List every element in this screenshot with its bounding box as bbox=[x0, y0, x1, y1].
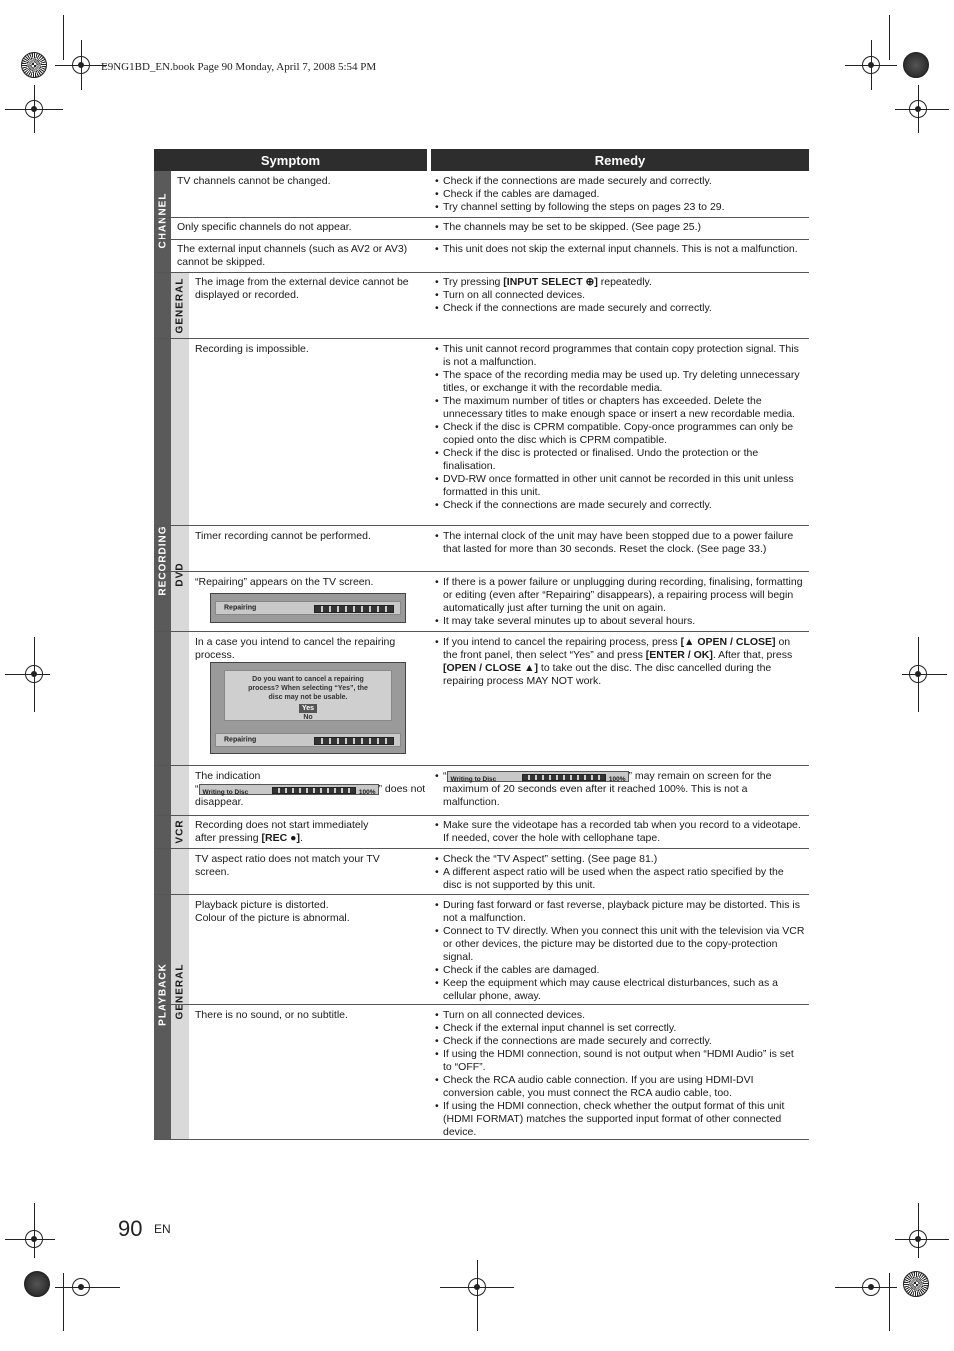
remedy-item: • Check the RCA audio cable connection. If you are using HDMI-DVI conversion cable, you must connect the RCA audio cable, too. bbox=[433, 1074, 805, 1100]
symptom-line bbox=[195, 783, 427, 809]
open-close-key: [▲ OPEN / CLOSE] bbox=[680, 636, 776, 648]
remedy-text: on the front panel, then select “Yes” and press bbox=[443, 636, 791, 661]
symptom-text-part: Recording does not start immediately after pressing bbox=[195, 819, 369, 844]
remedy-item: • A different aspect ratio will be used when the aspect ratio specified by the disc is not supported by this unit. bbox=[433, 866, 805, 892]
table-row bbox=[154, 895, 809, 1005]
remedy-list bbox=[433, 819, 805, 845]
crop-line bbox=[871, 40, 872, 90]
remedy-item: • Check if the disc is CPRM compatible. Copy-once programmes can only be copied onto the disc which is CPRM compatible. bbox=[433, 421, 805, 447]
symptom-text: The external input channels (such as AV2 or AV3) cannot be skipped. bbox=[177, 243, 408, 268]
remedy-item: • Check if the connections are made securely and correctly. bbox=[433, 175, 805, 188]
remedy-list bbox=[433, 276, 805, 315]
symptom-text bbox=[195, 770, 427, 809]
symptom-text: “Repairing” appears on the TV screen. bbox=[195, 576, 374, 588]
remedy-list bbox=[433, 530, 805, 556]
dialog-options bbox=[225, 704, 391, 713]
remedy-item: • Check if the connections are made securely and correctly. bbox=[433, 499, 805, 512]
remedy-item: • DVD-RW once formatted in other unit cannot be recorded in this unit unless formatted in this unit. bbox=[433, 473, 805, 499]
dialog-yes-option[interactable]: Yes bbox=[299, 704, 317, 713]
table-row bbox=[154, 240, 809, 273]
book-header: E9NG1BD_EN.book Page 90 Monday, April 7, 2008 5:54 PM bbox=[101, 61, 377, 73]
progress-bar bbox=[522, 774, 606, 781]
symptom-text: The image from the external device cannot be displayed or recorded. bbox=[195, 276, 409, 301]
remedy-item: • The maximum number of titles or chapters has exceeded. Delete the unnecessary titles to make enough space or insert a new recordable media. bbox=[433, 395, 805, 421]
table-row bbox=[154, 273, 809, 339]
quote-mark: “ bbox=[195, 783, 199, 795]
remedy-item bbox=[433, 636, 805, 688]
remedy-item: • This unit does not skip the external input channels. This is not a malfunction. bbox=[433, 243, 805, 256]
symptom-text-part: . bbox=[299, 832, 303, 844]
subcategory-pb-general-label: GENERAL bbox=[174, 963, 186, 1020]
table-row bbox=[154, 339, 809, 526]
crop-line bbox=[34, 1203, 35, 1258]
table-row bbox=[154, 171, 809, 218]
remedy-item: • Turn on all connected devices. bbox=[433, 289, 805, 302]
symptom-text-tail: ” does not disappear. bbox=[195, 783, 426, 808]
remedy-list bbox=[433, 770, 805, 809]
page-language: EN bbox=[154, 1222, 171, 1236]
registration-sun-mark bbox=[903, 1271, 929, 1297]
osd-label: Writing to Disc bbox=[450, 775, 497, 783]
symptom-line: Playback picture is distorted. bbox=[195, 899, 329, 911]
registration-sun-mark bbox=[903, 52, 929, 78]
table-row bbox=[154, 632, 809, 766]
osd-label: Repairing bbox=[224, 736, 257, 744]
remedy-list bbox=[433, 899, 805, 1003]
remedy-item bbox=[433, 770, 805, 809]
remedy-item: • Check if the disc is protected or finalised. Undo the protection or the finalisation. bbox=[433, 447, 805, 473]
progress-bar bbox=[272, 787, 356, 794]
cancel-repair-osd-screen bbox=[210, 662, 406, 754]
cancel-repair-dialog bbox=[224, 670, 392, 721]
remedy-list bbox=[433, 1009, 805, 1139]
crop-line bbox=[889, 1273, 890, 1331]
remedy-list bbox=[433, 343, 805, 512]
remedy-item: • The space of the recording media may be used up. Try deleting unnecessary titles, or exchange it with the recordable media. bbox=[433, 369, 805, 395]
remedy-item: • Check the “TV Aspect” setting. (See page 81.) bbox=[433, 853, 805, 866]
remedy-text: If you intend to cancel the repairing process, press bbox=[443, 636, 681, 648]
rec-key: [REC ●] bbox=[261, 832, 300, 844]
input-select-key: [INPUT SELECT ⊕] bbox=[503, 276, 598, 288]
symptom-text: Recording is impossible. bbox=[195, 343, 309, 355]
remedy-item: • If using the HDMI connection, sound is not output when “HDMI Audio” is set to “OFF”. bbox=[433, 1048, 805, 1074]
table-row bbox=[154, 849, 809, 895]
remedy-item bbox=[433, 276, 805, 289]
category-playback-label: PLAYBACK bbox=[157, 963, 168, 1026]
writing-to-disc-osd bbox=[447, 771, 629, 782]
crop-line bbox=[889, 15, 890, 60]
remedy-item: • Check if the external input channel is set correctly. bbox=[433, 1022, 805, 1035]
remedy-item: • Connect to TV directly. When you connect this unit with the television via VCR or other devices, the picture may be distorted due to the copy-protection signal. bbox=[433, 925, 805, 964]
progress-bar bbox=[314, 605, 394, 613]
crop-line bbox=[5, 1239, 55, 1240]
table-row bbox=[154, 572, 809, 632]
symptom-text: In a case you intend to cancel the repairing process. bbox=[195, 636, 396, 661]
remedy-text: repeatedly. bbox=[597, 276, 652, 288]
table-row bbox=[154, 218, 809, 240]
remedy-item: • Check if the connections are made securely and correctly. bbox=[433, 1035, 805, 1048]
remedy-item: • If there is a power failure or unplugging during recording, finalising, formatting or editing (even after “Repairing” disappears), a repairing process will begin automatically just after turning the unit on again. bbox=[433, 576, 805, 615]
remedy-item: • Make sure the videotape has a recorded tab when you record to a videotape. If needed, cover the hole with cellophane tape. bbox=[433, 819, 805, 845]
symptom-text: TV aspect ratio does not match your TV screen. bbox=[195, 853, 380, 878]
writing-to-disc-osd bbox=[199, 784, 379, 795]
remedy-list bbox=[433, 853, 805, 892]
remedy-text: to take out the disc. The disc cancelled during the repairing process MAY NOT work. bbox=[443, 662, 772, 687]
crop-line bbox=[5, 674, 50, 675]
osd-label: Repairing bbox=[224, 604, 257, 612]
remedy-item: • Keep the equipment which may cause electrical disturbances, such as a cellular phone, away. bbox=[433, 977, 805, 1003]
open-close-key: [OPEN / CLOSE ▲] bbox=[443, 662, 538, 674]
progress-bar bbox=[314, 737, 394, 745]
symptom-text: TV channels cannot be changed. bbox=[177, 175, 331, 187]
crop-line bbox=[34, 85, 35, 133]
symptom-header: Symptom bbox=[154, 149, 427, 171]
osd-percent: 100% bbox=[608, 775, 626, 783]
osd-percent: 100% bbox=[358, 788, 376, 796]
crop-line bbox=[63, 15, 64, 60]
table-row bbox=[154, 1005, 809, 1140]
repairing-osd-bar bbox=[215, 733, 401, 747]
remedy-list bbox=[433, 221, 805, 234]
crop-line bbox=[918, 1203, 919, 1258]
remedy-list bbox=[433, 636, 805, 688]
table-row bbox=[154, 526, 809, 572]
table-row bbox=[154, 766, 809, 816]
symptom-text bbox=[195, 819, 375, 845]
remedy-item: • During fast forward or fast reverse, playback picture may be distorted. This is not a malfunction. bbox=[433, 899, 805, 925]
subcategory-vcr-label: VCR bbox=[174, 819, 186, 844]
crop-line bbox=[55, 1287, 120, 1288]
crop-line bbox=[895, 109, 949, 110]
dialog-message: Do you want to cancel a repairing process? When selecting “Yes”, the disc may not be usable. bbox=[248, 676, 368, 701]
registration-sun-mark bbox=[21, 52, 47, 78]
registration-sun-mark bbox=[24, 1271, 50, 1297]
remedy-list bbox=[433, 243, 805, 256]
crop-line bbox=[477, 1260, 478, 1331]
crop-line bbox=[918, 637, 919, 712]
subcategory-dvd-label: DVD bbox=[174, 562, 186, 587]
crop-line bbox=[63, 1273, 64, 1331]
dialog-no-option[interactable]: No bbox=[303, 714, 313, 721]
remedy-item: • The channels may be set to be skipped. (See page 25.) bbox=[433, 221, 805, 234]
symptom-text: Timer recording cannot be performed. bbox=[195, 530, 371, 542]
repairing-osd-screen bbox=[210, 593, 406, 623]
remedy-item: • The internal clock of the unit may have been stopped due to a power failure that lasted for more than 30 seconds. Reset the clock. (See page 33.) bbox=[433, 530, 805, 556]
crop-line bbox=[835, 1287, 897, 1288]
remedy-item: • Turn on all connected devices. bbox=[433, 1009, 805, 1022]
category-recording-label: RECORDING bbox=[157, 525, 168, 596]
remedy-item: • Check if the cables are damaged. bbox=[433, 188, 805, 201]
remedy-list bbox=[433, 576, 805, 628]
quote-mark: “ bbox=[443, 770, 447, 782]
crop-line bbox=[895, 1239, 949, 1240]
symptom-text bbox=[195, 899, 427, 925]
remedy-item: • Check if the cables are damaged. bbox=[433, 964, 805, 977]
osd-label: Writing to Disc bbox=[202, 788, 249, 796]
table-row bbox=[154, 816, 809, 849]
remedy-header: Remedy bbox=[431, 149, 809, 171]
enter-ok-key: [ENTER / OK] bbox=[645, 649, 713, 661]
remedy-item: • It may take several minutes up to about several hours. bbox=[433, 615, 805, 628]
remedy-item: • This unit cannot record programmes that contain copy protection signal. This is not a malfunction. bbox=[433, 343, 805, 369]
remedy-text: Try pressing bbox=[443, 276, 504, 288]
remedy-text: ” may remain on screen for the maximum of 20 seconds even after it reached 100%. This is not a malfunction. bbox=[443, 770, 772, 808]
crop-line bbox=[902, 674, 947, 675]
category-channel-label: CHANNEL bbox=[157, 192, 168, 249]
repairing-osd-bar bbox=[215, 601, 401, 615]
symptom-text: Only specific channels do not appear. bbox=[177, 221, 352, 233]
page-number: 90 bbox=[118, 1216, 143, 1241]
remedy-list bbox=[433, 175, 805, 214]
symptom-line: The indication bbox=[195, 770, 261, 782]
crop-line bbox=[918, 85, 919, 133]
remedy-item: • Check if the connections are made securely and correctly. bbox=[433, 302, 805, 315]
remedy-text: . After that, press bbox=[712, 649, 793, 661]
subcategory-rec-general-label: GENERAL bbox=[174, 277, 186, 334]
crop-line bbox=[34, 637, 35, 712]
symptom-line: Colour of the picture is abnormal. bbox=[195, 912, 350, 924]
symptom-text: There is no sound, or no subtitle. bbox=[195, 1009, 348, 1021]
remedy-item: • Try channel setting by following the steps on pages 23 to 29. bbox=[433, 201, 805, 214]
crop-line bbox=[81, 40, 82, 90]
remedy-item: • If using the HDMI connection, check whether the output format of this unit (HDMI FORMAT) matches the supported input format of other connected device. bbox=[433, 1100, 805, 1139]
